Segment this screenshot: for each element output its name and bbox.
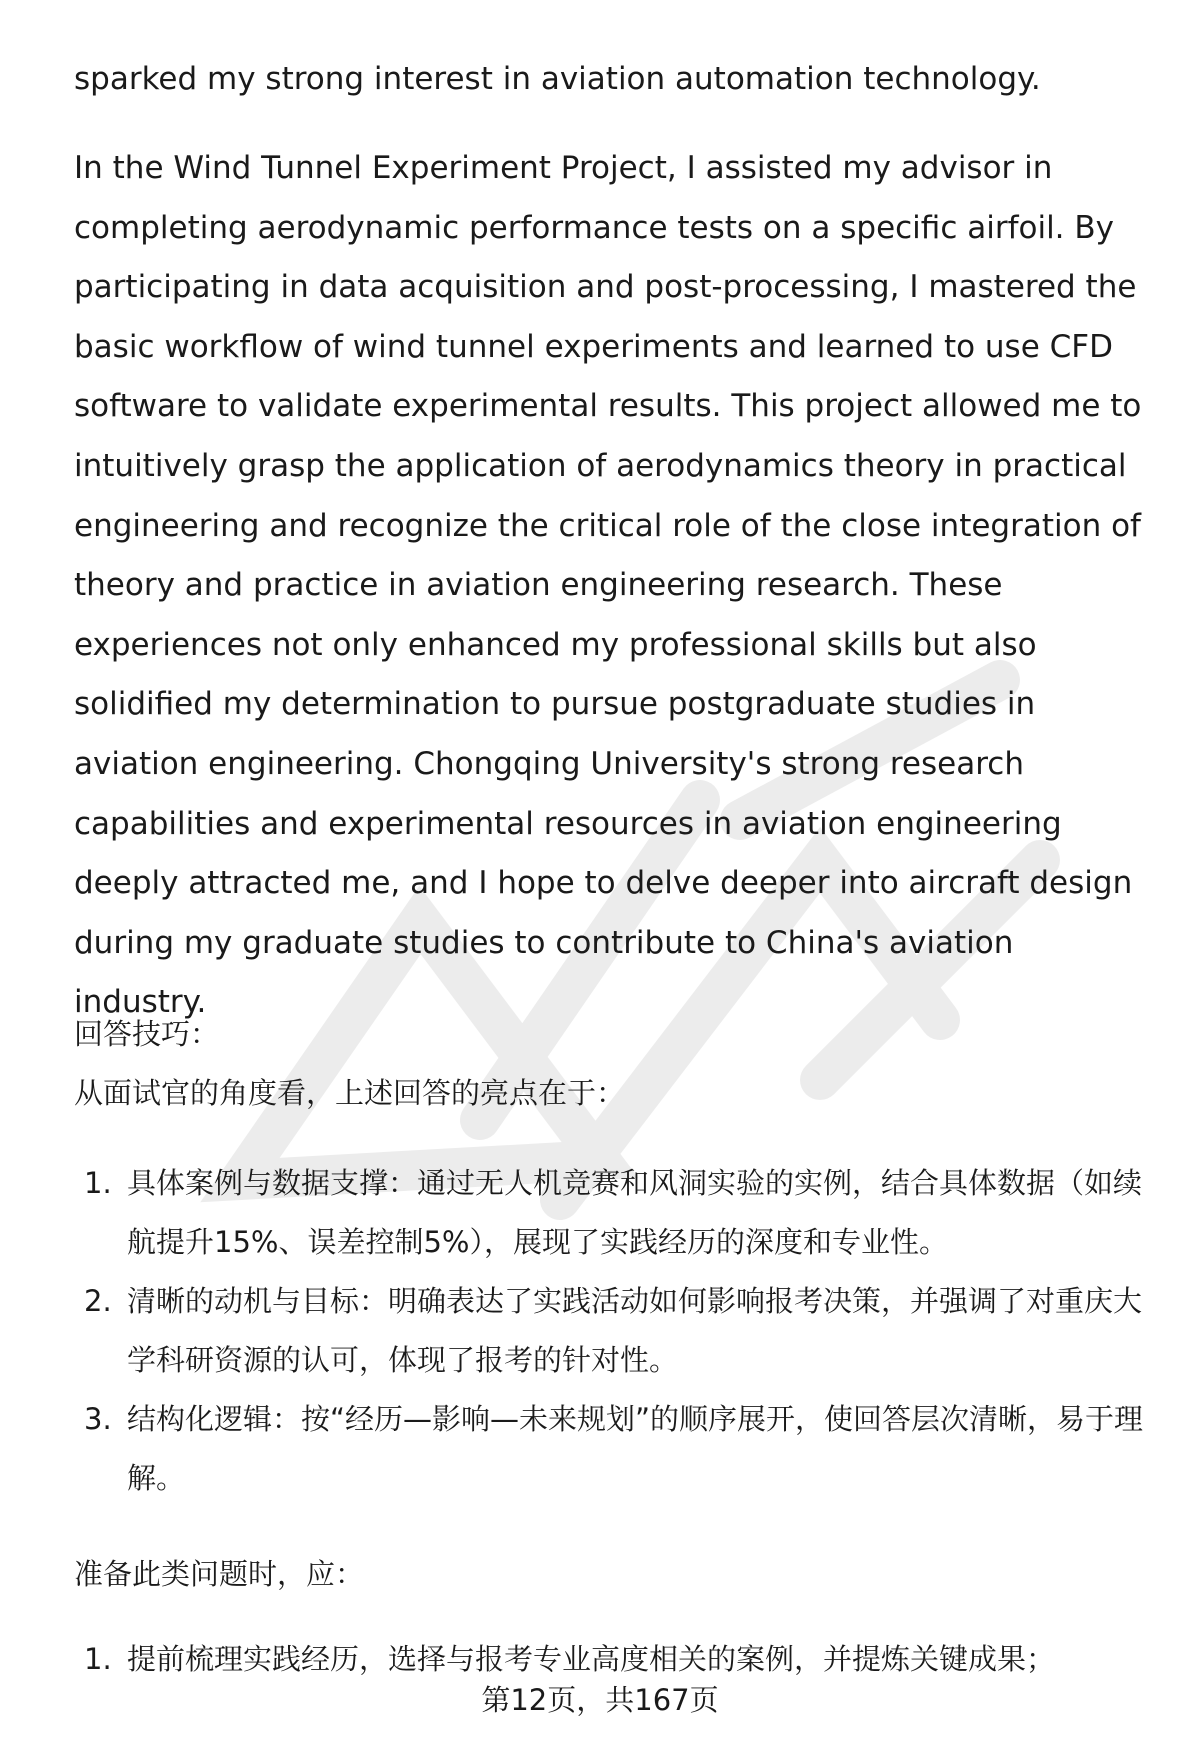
list-item-text: 具体案例与数据支撑：通过无人机竞赛和风洞实验的实例，结合具体数据（如续航提升15%、误差控制5%），展现了实践经历的深度和专业性。 [127,1166,1143,1259]
tips-heading: 回答技巧： [74,1017,220,1051]
paragraph-wind-tunnel: In the Wind Tunnel Experiment Project, I assisted my advisor in completing aerodynamic performance tests on a specific airfoil. By participating in data acquisition and post-processing, I mastered the basic workflow of wind tunnel experiments and learned to use CFD software to validate experimental results. This project allowed me to intuitively grasp the application of aerodynamics theory in practical engineering and recognize the critical role of the close integration of theory and practice in aviation engineering research. These experiences not only enhanced my professional skills but also solidified my determination to pursue postgraduate studies in aviation engineering. Chongqing University's strong research capabilities and experimental resources in aviation engineering deeply attracted me, and I hope to delve deeper into aircraft design during my graduate studies to contribute to China's aviation industry. [74,150,1142,1021]
list-item-number: 3. [84,1402,112,1436]
tips-intro: 从面试官的角度看，上述回答的亮点在于： [74,1076,626,1110]
list-item-number: 1. [84,1166,112,1200]
prepare-heading: 准备此类问题时，应： [74,1557,365,1591]
list-item-text: 提前梳理实践经历，选择与报考专业高度相关的案例，并提炼关键成果； [127,1642,1056,1676]
tips-list [74,1154,1154,1508]
list-item-number: 2. [84,1284,112,1318]
list-item-number: 1. [84,1642,112,1676]
list-item-text: 清晰的动机与目标：明确表达了实践活动如何影响报考决策，并强调了对重庆大学科研资源的认可，体现了报考的针对性。 [127,1284,1143,1377]
list-item [74,1154,1154,1272]
list-item-text: 结构化逻辑：按“经历—影响—未来规划”的顺序展开，使回答层次清晰，易于理解。 [127,1402,1144,1495]
paragraph-continuation: sparked my strong interest in aviation automation technology. [74,61,1041,97]
list-item [74,1272,1154,1390]
page-number: 第12页，共167页 [481,1683,719,1717]
list-item [74,1390,1154,1508]
